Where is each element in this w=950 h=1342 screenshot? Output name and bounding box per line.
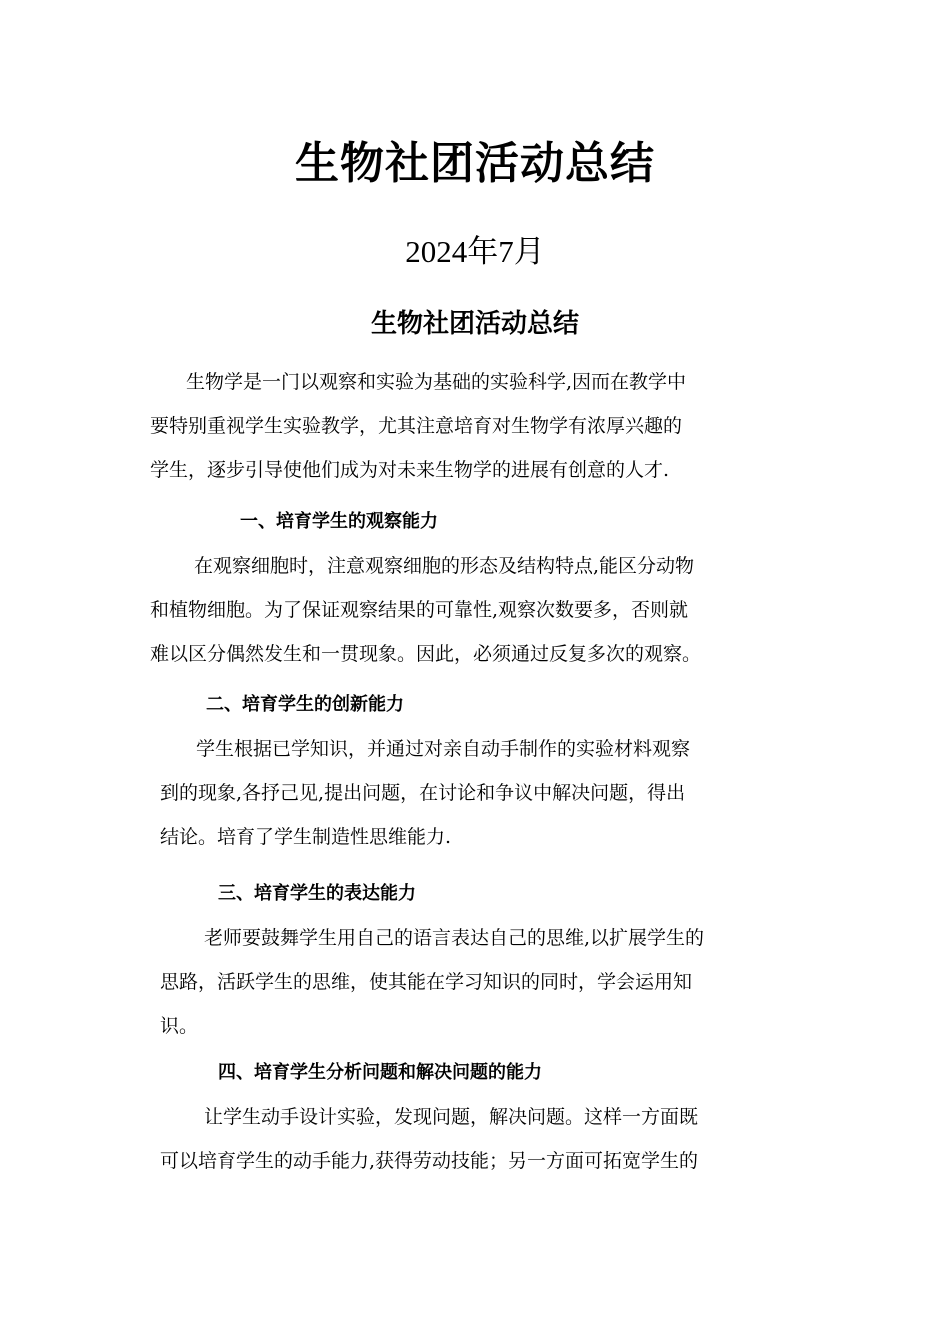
section-heading: 四、培育学生分析问题和解决问题的能力 bbox=[218, 1062, 542, 1083]
document-subtitle: 生物社团活动总结 bbox=[370, 309, 579, 339]
paragraph-line: 要特别重视学生实验教学，尤其注意培育对生物学有浓厚兴趣的 bbox=[150, 415, 683, 437]
paragraph-line: 老师要鼓舞学生用自己的语言表达自己的思维,以扩展学生的 bbox=[204, 927, 705, 949]
section-heading: 二、培育学生的创新能力 bbox=[206, 694, 404, 715]
paragraph-line: 识。 bbox=[160, 1015, 199, 1037]
paragraph-line: 可以培育学生的动手能力,获得劳动技能；另一方面可拓宽学生的 bbox=[160, 1150, 699, 1172]
paragraph-line: 到的现象,各抒己见,提出问题，在讨论和争议中解决问题，得出 bbox=[160, 782, 686, 804]
section-paragraph bbox=[150, 544, 786, 676]
intro-paragraph bbox=[150, 360, 786, 492]
section-paragraph bbox=[160, 1095, 786, 1183]
document-title: 生物社团活动总结 bbox=[295, 138, 655, 189]
section-paragraph bbox=[160, 727, 786, 859]
paragraph-line: 和植物细胞。为了保证观察结果的可靠性,观察次数要多，否则就 bbox=[150, 599, 689, 621]
paragraph-line: 生物学是一门以观察和实验为基础的实验科学,因而在教学中 bbox=[186, 371, 687, 393]
paragraph-line: 结论。培育了学生制造性思维能力. bbox=[160, 826, 452, 848]
paragraph-line: 让学生动手设计实验，发现问题，解决问题。这样一方面既 bbox=[204, 1106, 699, 1128]
section-heading: 一、培育学生的观察能力 bbox=[240, 511, 438, 532]
document-date: 2024年7月 bbox=[405, 234, 545, 269]
paragraph-line: 在观察细胞时，注意观察细胞的形态及结构特点,能区分动物 bbox=[194, 555, 695, 577]
paragraph-line: 学生根据已学知识，并通过对亲自动手制作的实验材料观察 bbox=[196, 738, 691, 760]
section-paragraph bbox=[160, 916, 786, 1048]
paragraph-line: 难以区分偶然发生和一贯现象。因此，必须通过反复多次的观察。 bbox=[150, 643, 702, 665]
section-heading: 三、培育学生的表达能力 bbox=[218, 883, 416, 904]
paragraph-line: 学生，逐步引导使他们成为对未来生物学的进展有创意的人才. bbox=[150, 459, 670, 481]
paragraph-line: 思路，活跃学生的思维，使其能在学习知识的同时，学会运用知 bbox=[160, 971, 693, 993]
